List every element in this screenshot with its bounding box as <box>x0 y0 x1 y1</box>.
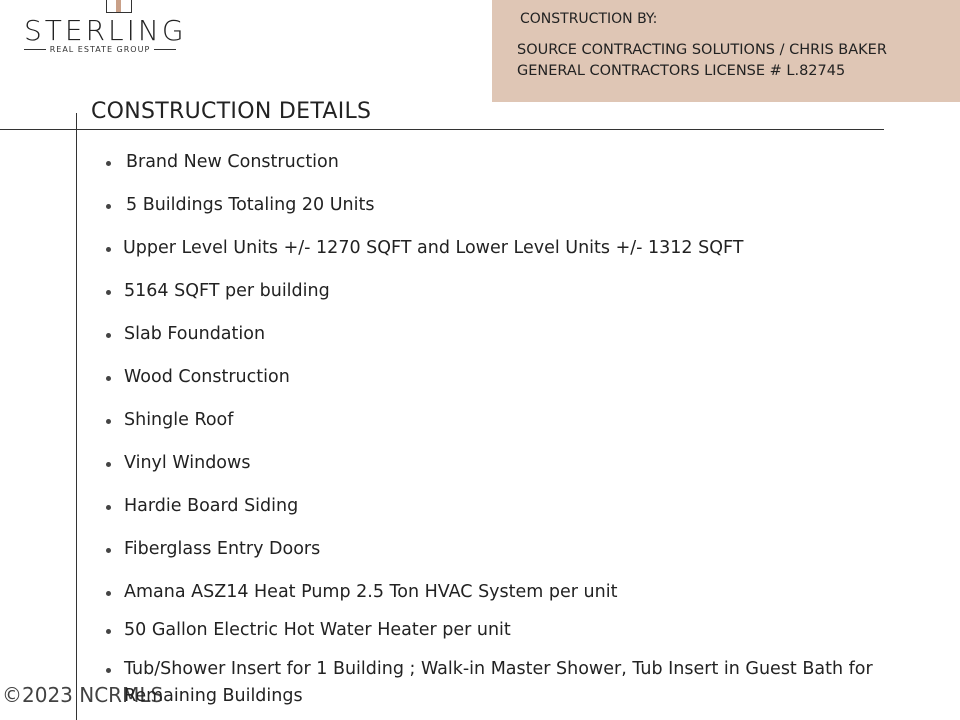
list-item-text: Shingle Roof <box>124 410 234 430</box>
list-item-text: Upper Level Units +/- 1270 SQFT and Lower Level Units +/- 1312 SQFT <box>123 238 744 258</box>
list-item-text: Slab Foundation <box>124 324 266 344</box>
logo-subtitle <box>24 45 176 54</box>
list-item-text: Brand New Construction <box>126 152 339 172</box>
builder-panel <box>492 0 960 102</box>
list-item-text: Amana ASZ14 Heat Pump 2.5 Ton HVAC System per unit <box>124 582 618 602</box>
list-item-text: 5164 SQFT per building <box>124 281 330 301</box>
list-item-text: Hardie Board Siding <box>124 496 299 516</box>
logo-name: STERLING <box>24 14 187 47</box>
list-item-text: Tub/Shower Insert for 1 Building ; Walk-in Master Shower, Tub Insert in Guest Bath for <box>124 659 873 679</box>
builder-license: GENERAL CONTRACTORS LICENSE # L.82745 <box>517 63 846 79</box>
builder-name: SOURCE CONTRACTING SOLUTIONS / CHRIS BAKER <box>517 42 887 58</box>
list-item-text: 5 Buildings Totaling 20 Units <box>126 195 375 215</box>
page-title: CONSTRUCTION DETAILS <box>91 99 372 124</box>
list-item-text: 50 Gallon Electric Hot Water Heater per unit <box>124 620 511 640</box>
list-item-text-continued: Remaining Buildings <box>124 686 303 706</box>
logo-subtitle-text: REAL ESTATE GROUP <box>49 45 151 54</box>
divider-vertical <box>76 113 77 720</box>
logo-mark-icon <box>106 0 132 13</box>
list-item-text: Vinyl Windows <box>124 453 251 473</box>
divider-horizontal <box>0 129 884 130</box>
builder-heading: CONSTRUCTION BY: <box>520 11 658 27</box>
list-item-text: Fiberglass Entry Doors <box>124 539 321 559</box>
list-item-text: Wood Construction <box>124 367 290 387</box>
watermark: ©2023 NCRMLS <box>2 683 164 707</box>
